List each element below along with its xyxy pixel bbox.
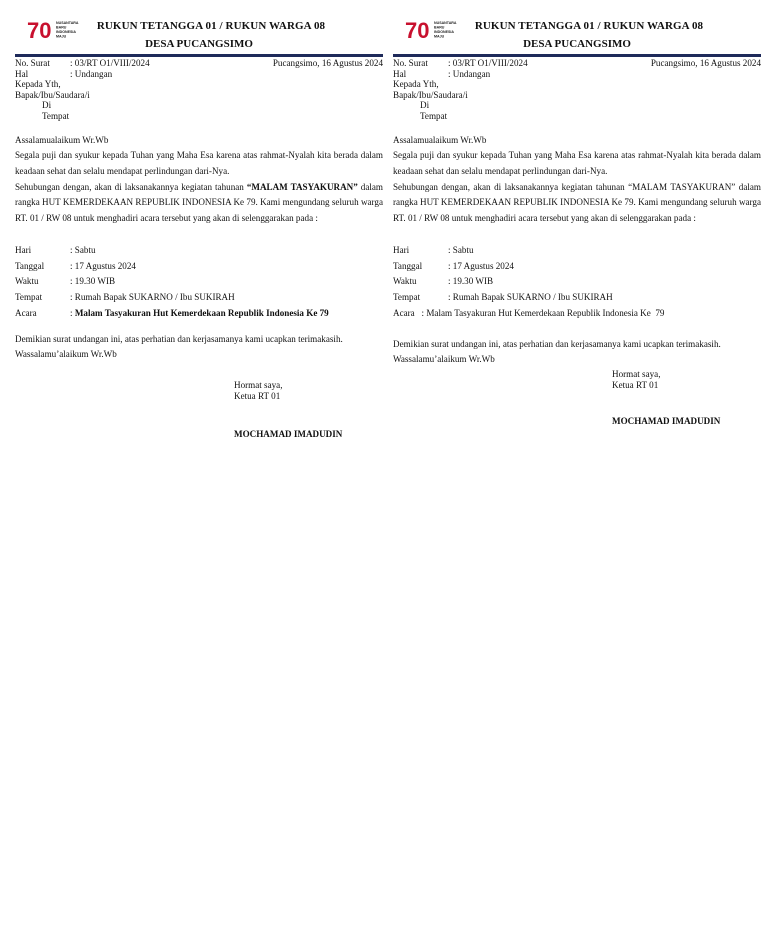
no-surat-value: : 03/RT O1/VIII/2024 <box>70 58 150 68</box>
closing-text: Demikian surat undangan ini, atas perhatian dan kerjasamanya kami ucapkan terimakasih. <box>393 338 721 349</box>
tempat-line: Tempat <box>420 110 448 121</box>
paragraph-2: Sehubungan dengan, akan di laksanakannya kegiatan tahunan “MALAM TASYAKURAN” dalam rangka HUT KEMERDEKAAN REPUBLIK INDONESIA Ke 79. Kami mengundang seluruh warga RT. 01 / RW 08 untuk menghadiri acara tersebut yang akan di selenggarakan pada : <box>15 181 383 224</box>
acara-value: Malam Tasyakuran Hut Kemerdekaan Republik Indonesia Ke 79 <box>74 307 329 318</box>
letter-date: Pucangsimo, 16 Agustus 2024 <box>272 58 383 68</box>
farewell: Wassalamu’alaikum Wr.Wb <box>393 354 495 365</box>
greeting: Assalamualaikum Wr.Wb <box>15 134 109 145</box>
event-details: Hari : Sabtu Tanggal : 17 Agustus 2024 Waktu : 19.30 WIB Tempat : Rumah Bapak SUKARNO / Ibu SUKIRAH Acara : Malam Tasyakuran Hut Kemerdekaan Republik Indonesia Ke 79 <box>15 243 383 322</box>
letter-date: Pucangsimo, 16 Agustus 2024 <box>650 58 761 68</box>
svg-text:BARU: BARU <box>434 25 445 30</box>
letter-meta <box>393 58 761 122</box>
di-line: Di <box>420 100 430 111</box>
signature-hormat: Hormat saya, <box>234 380 283 391</box>
tanggal-label: Tanggal <box>15 260 45 271</box>
kepada-line: Kepada Yth, <box>15 79 61 90</box>
letterhead <box>393 16 761 54</box>
event-name: “MALAM TASYAKURAN” <box>246 181 358 192</box>
waktu-value: : 19.30 WIB <box>448 276 494 287</box>
hari-label: Hari <box>393 244 410 255</box>
signature-name: MOCHAMAD IMADUDIN <box>612 416 721 427</box>
waktu-label: Waktu <box>15 276 39 287</box>
recipient-line: Bapak/Ibu/Saudara/i <box>15 89 90 100</box>
letterhead-title: RUKUN TETANGGA 01 / RUKUN WARGA 08 <box>96 20 326 32</box>
closing-text: Demikian surat undangan ini, atas perhatian dan kerjasamanya kami ucapkan terimakasih. <box>15 333 343 344</box>
svg-text:INDONESIA: INDONESIA <box>434 30 454 34</box>
tanggal-value: : 17 Agustus 2024 <box>70 260 136 271</box>
letterhead-subtitle: DESA PUCANGSIMO <box>523 38 631 50</box>
letter-body <box>15 133 383 227</box>
hal-label: Hal <box>15 68 29 79</box>
waktu-label: Waktu <box>393 276 417 287</box>
no-surat-label: No. Surat <box>393 58 428 68</box>
no-surat-label: No. Surat <box>15 58 50 68</box>
hal-value: : Undangan <box>70 68 113 79</box>
svg-text:NUSANTARA: NUSANTARA <box>56 21 79 25</box>
invitation-letter-right <box>393 16 761 427</box>
hari-value: : Sabtu <box>448 244 474 255</box>
svg-text:70: 70 <box>27 18 52 42</box>
greeting: Assalamualaikum Wr.Wb <box>393 134 487 145</box>
header-divider <box>393 54 761 57</box>
paragraph-2: Sehubungan dengan, akan di laksanakannya kegiatan tahunan “MALAM TASYAKURAN” dalam rangka HUT KEMERDEKAAN REPUBLIK INDONESIA Ke 79. Kami mengundang seluruh warga RT. 01 / RW 08 untuk menghadiri acara tersebut yang akan di selenggarakan pada : <box>393 181 761 224</box>
farewell: Wassalamu’alaikum Wr.Wb <box>15 349 117 360</box>
event-details <box>393 243 761 322</box>
hal-value: : Undangan <box>448 68 491 79</box>
recipient-line: Bapak/Ibu/Saudara/i <box>393 89 468 100</box>
signature-position: Ketua RT 01 <box>234 390 281 401</box>
invitation-letter-left <box>15 16 383 440</box>
svg-text:NUSANTARA: NUSANTARA <box>434 21 457 25</box>
hari-value: : Sabtu <box>70 244 96 255</box>
tempat-line: Tempat <box>42 110 70 121</box>
letterhead <box>15 16 383 54</box>
svg-text:70: 70 <box>405 18 430 42</box>
letter-body <box>393 133 761 227</box>
hal-label: Hal <box>393 68 407 79</box>
paragraph-1: Segala puji dan syukur kepada Tuhan yang Maha Esa karena atas rahmat-Nyalah kita berada dalam keadaan sehat dan selalu mendapat perlindungan dari-Nya. <box>15 150 383 176</box>
letter-meta <box>15 58 383 122</box>
tempat-label: Tempat <box>15 292 43 303</box>
acara-line: Acara : Malam Tasyakuran Hut Kemerdekaan Republik Indonesia Ke 79 <box>393 307 665 318</box>
waktu-value: : 19.30 WIB <box>70 276 116 287</box>
signature-position: Ketua RT 01 <box>612 379 659 390</box>
letterhead-subtitle: DESA PUCANGSIMO <box>145 38 253 50</box>
acara-label: Acara <box>15 307 37 318</box>
svg-text:INDONESIA: INDONESIA <box>56 30 76 34</box>
tempat-value: : Rumah Bapak SUKARNO / Ibu SUKIRAH <box>448 292 613 303</box>
signature-hormat: Hormat saya, <box>612 369 661 380</box>
tanggal-label: Tanggal <box>393 260 423 271</box>
header-divider <box>15 54 383 57</box>
letterhead-title: RUKUN TETANGGA 01 / RUKUN WARGA 08 <box>474 20 704 32</box>
hari-label: Hari <box>15 244 32 255</box>
di-line: Di <box>42 100 52 111</box>
no-surat-value: : 03/RT O1/VIII/2024 <box>448 58 528 68</box>
svg-text:MAJU: MAJU <box>56 34 67 39</box>
tanggal-value: : 17 Agustus 2024 <box>448 260 514 271</box>
svg-text:MAJU: MAJU <box>434 34 445 39</box>
tempat-label: Tempat <box>393 292 421 303</box>
signature-name: MOCHAMAD IMADUDIN <box>234 429 343 440</box>
tempat-value: : Rumah Bapak SUKARNO / Ibu SUKIRAH <box>70 292 235 303</box>
kepada-line: Kepada Yth, <box>393 79 439 90</box>
svg-text:BARU: BARU <box>56 25 67 30</box>
paragraph-1: Segala puji dan syukur kepada Tuhan yang Maha Esa karena atas rahmat-Nyalah kita berada dalam keadaan sehat dan selalu mendapat perlindungan dari-Nya. <box>393 150 761 176</box>
